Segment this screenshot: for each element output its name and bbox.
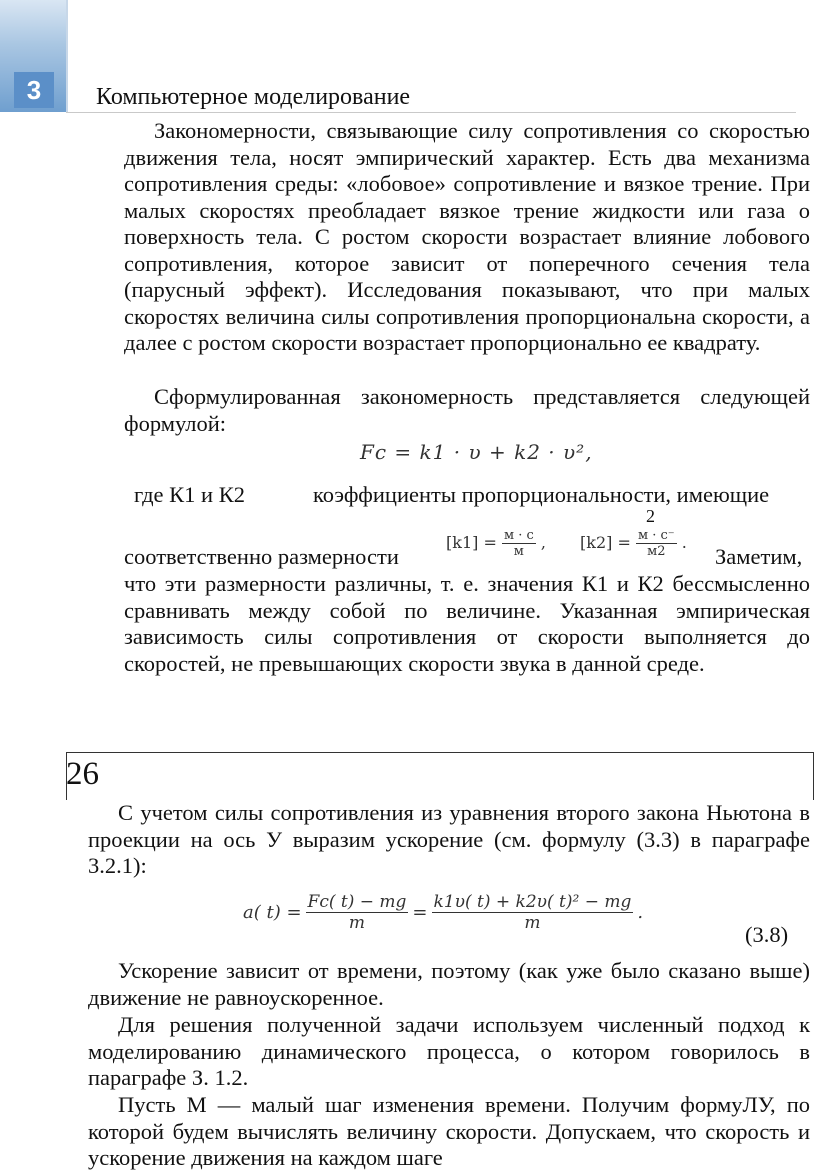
dimension-k1-label: [k1] =: [446, 533, 497, 552]
formula-end: .: [637, 902, 644, 923]
dimension-k2-denominator: м2: [647, 544, 666, 559]
chapter-tab: [0, 0, 68, 112]
paragraph-3-right: коэффициенты пропорциональности, имеющие: [313, 482, 770, 507]
paragraph-9: Пусть М — малый шаг изменения времени. Получим формуЛУ, по которой будем вычислять величину скорости. Допускаем, что скорость и ускорение движения на каждом шаге: [88, 1092, 810, 1170]
formula-acceleration: [243, 892, 643, 933]
dimension-k1-denominator: м: [513, 544, 524, 559]
dimension-k1: [446, 528, 546, 559]
paragraph-2: Сформулированная закономерность представляется следующей формулой:: [124, 384, 810, 436]
dimension-k2-numerator: м · с⁻: [637, 528, 675, 543]
paragraph-6: С учетом силы сопротивления из уравнения второго закона Ньютона в проекции на ось У выразим ускорение (см. формулу (3.3) в параграфе 3.2.1):: [88, 800, 810, 878]
header-rule: [66, 112, 796, 113]
chapter-number: 3: [14, 72, 54, 108]
paragraph-4-start: соответственно размерности: [124, 544, 399, 569]
formula-fraction-2: [432, 892, 634, 933]
formula-fraction-2-denominator: m: [524, 913, 541, 933]
dimension-k1-numerator: м · с: [503, 528, 534, 543]
paragraph-4-end: Заметим,: [715, 544, 803, 569]
formula-fraction-1-numerator: Fc( t) − mg: [307, 892, 407, 912]
dimension-k2-fraction: [636, 528, 677, 559]
formula-fraction-1-denominator: m: [348, 913, 366, 933]
page-box-top: [66, 752, 814, 753]
paragraph-3-left: где К1 и К2: [134, 482, 245, 507]
dimension-k2-label: [k2] =: [580, 533, 631, 552]
paragraph-1: Закономерности, связывающие силу сопротивления со скоростью движения тела, носят эмпирический характер. Есть два механизма сопротивления среды: «лобовое» сопротивление и вязкое трение. При малых скоростях преобладает вязкое трение жидкости или газа о поверхность тела. С ростом скорости возрастает влияние лобового сопротивления, которое зависит от поперечного сечения тела (парусный эффект). Исследования показывают, что при малых скоростях величина силы сопротивления пропорциональна скорости, а далее с ростом скорости возрастает пропорционально ее квадрату.: [124, 118, 810, 355]
page-box-right: [813, 752, 814, 800]
paragraph-8: Для решения полученной задачи используем численный подход к моделированию динамического процесса, о котором говорилось в параграфе З. 1.2.: [88, 1012, 810, 1090]
page-number: 26: [66, 756, 99, 792]
dimension-k2: [580, 528, 687, 559]
formula-lhs: a( t) =: [243, 902, 302, 923]
formula-resistance: Fc = k1 · υ + k2 · υ²,: [360, 440, 593, 464]
equation-number: (3.8): [745, 922, 789, 947]
formula-fraction-1: [306, 892, 409, 933]
paragraph-7: Ускорение зависит от времени, поэтому (как уже было сказано выше) движение не равноускоренное.: [88, 958, 810, 1010]
paragraph-5: что эти размерности различны, т. е. значения К1 и К2 бессмысленно сравнивать между собой по величине. Указанная эмпирическая зависимость силы сопротивления от скорости выполняется до скоростей, не превышающих скорости звука в данной среде.: [124, 571, 810, 676]
formula-fraction-2-numerator: k1υ( t) + k2υ( t)² − mg: [433, 892, 632, 912]
dimension-separator: ,: [540, 533, 546, 552]
dimension-end: .: [681, 533, 687, 552]
dimension-k1-fraction: [502, 528, 536, 559]
formula-equals: =: [412, 902, 428, 923]
running-title: Компьютерное моделирование: [96, 84, 411, 110]
superscript-2: 2: [646, 506, 655, 526]
